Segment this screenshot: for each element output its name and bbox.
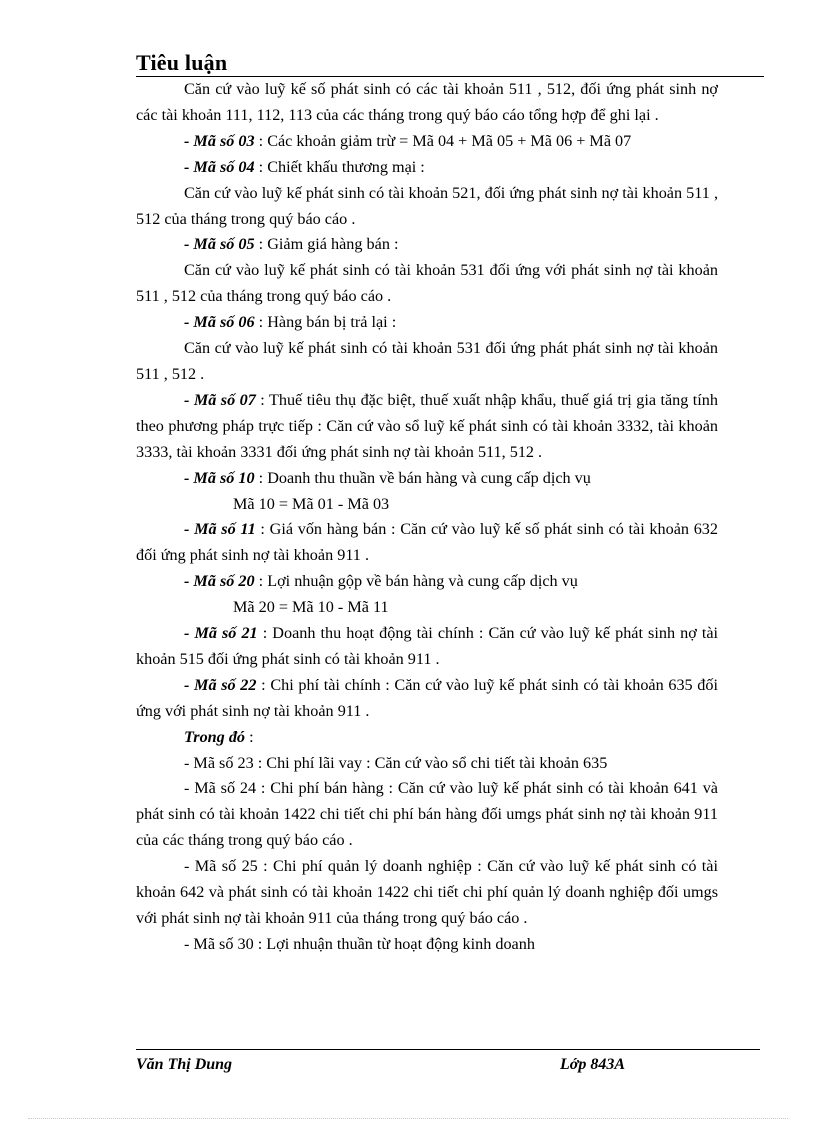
code-06-item bbox=[136, 310, 718, 336]
paragraph-text: - Mã số 30 : Lợi nhuận thuần từ hoạt động kinh doanh bbox=[184, 934, 535, 953]
paragraph-text: - Mã số 24 : Chi phí bán hàng : Căn cứ vào luỹ kế phát sinh có tài khoản 641 và phát sinh có tài khoản 1422 chi tiết chi phí bán hàng đối umgs phát sinh nợ tài khoản 911 của các tháng trong quý báo cáo . bbox=[136, 779, 718, 850]
code-label: - Mã số 06 bbox=[184, 313, 255, 332]
code-25-item bbox=[136, 854, 718, 932]
code-23-item bbox=[136, 751, 718, 777]
code-label: - Mã số 11 bbox=[184, 520, 256, 539]
code-label: - Mã số 05 bbox=[184, 235, 255, 254]
footer-class: Lớp 843A bbox=[560, 1056, 626, 1073]
paragraph-code-05-detail bbox=[136, 258, 718, 310]
formula-code-10: Mã 10 = Mã 01 - Mã 03 bbox=[233, 494, 390, 513]
code-description: : Hàng bán bị trả lại : bbox=[254, 313, 397, 332]
paragraph-text: Căn cứ vào luỹ kế phát sinh có tài khoản 531 đối ứng với phát sinh nợ tài khoản 511 , 512 của tháng trong quý báo cáo . bbox=[136, 261, 718, 306]
code-04-item bbox=[136, 155, 718, 181]
code-24-item bbox=[136, 776, 718, 854]
document-title: Tiêu luận bbox=[136, 50, 228, 75]
code-description: : Thuế tiêu thụ đặc biệt, thuế xuất nhập khẩu, thuế giá trị gia tăng tính theo phương pháp trực tiếp : Căn cứ vào sổ luỹ kế phát sinh có tài khoản 3332, tài khoản 3333, tài khoản 3331 đối ứng phát sinh nợ tài khoản 511, 512 . bbox=[136, 390, 718, 461]
section-label: Trong đó bbox=[184, 727, 246, 746]
page-footer bbox=[136, 1049, 760, 1073]
code-description: : Chiết khấu thương mại : bbox=[254, 157, 425, 176]
paragraph-text: Căn cứ vào luỹ kế phát sinh có tài khoản 521, đối ứng phát sinh nợ tài khoản 511 , 512 của tháng trong quý báo cáo . bbox=[136, 183, 718, 228]
paragraph-code-06-detail bbox=[136, 336, 718, 388]
code-description: : Giá vốn hàng bán : Căn cứ vào luỹ kế số phát sinh có tài khoản 632 đối ứng phát sinh nợ tài khoản 911 . bbox=[136, 520, 718, 565]
code-description: : Các khoản giảm trừ = Mã 04 + Mã 05 + Mã 06 + Mã 07 bbox=[254, 131, 632, 150]
trong-do-heading bbox=[136, 725, 718, 751]
paragraph-text: - Mã số 23 : Chi phí lãi vay : Căn cứ vào sổ chi tiết tài khoản 635 bbox=[184, 753, 608, 772]
code-10-item bbox=[136, 466, 718, 492]
document-body bbox=[136, 77, 718, 958]
code-label: - Mã số 22 bbox=[184, 675, 257, 694]
code-label: - Mã số 04 bbox=[184, 157, 255, 176]
code-description: : Chi phí tài chính : Căn cứ vào luỹ kế phát sinh có tài khoản 635 đối ứng với phát sinh nợ tài khoản 911 . bbox=[136, 675, 718, 720]
page-header bbox=[136, 50, 764, 77]
code-label: - Mã số 03 bbox=[184, 131, 255, 150]
code-label: - Mã số 07 bbox=[184, 390, 256, 409]
paragraph-intro bbox=[136, 77, 718, 129]
code-05-item bbox=[136, 232, 718, 258]
formula-code-20: Mã 20 = Mã 10 - Mã 11 bbox=[233, 598, 389, 617]
code-11-item bbox=[136, 517, 718, 569]
paragraph-text: Căn cứ vào luỹ kế phát sinh có tài khoản 531 đối ứng phát phát sinh nợ tài khoản 511 , 512 . bbox=[136, 339, 718, 383]
code-description: : Giảm giá hàng bán : bbox=[254, 235, 399, 254]
page-bottom-border bbox=[28, 1118, 788, 1119]
code-description: : Lợi nhuận gộp về bán hàng và cung cấp dịch vụ bbox=[254, 572, 578, 591]
footer-author: Văn Thị Dung bbox=[136, 1056, 233, 1073]
code-22-item bbox=[136, 673, 718, 725]
code-description: : Doanh thu hoạt động tài chính : Căn cứ vào luỹ kế phát sinh nợ tài khoản 515 đối ứng phát sinh có tài khoản 911 . bbox=[136, 624, 718, 668]
code-label: - Mã số 21 bbox=[184, 624, 258, 643]
code-20-item bbox=[136, 569, 718, 595]
code-label: - Mã số 20 bbox=[184, 572, 255, 591]
paragraph-text: - Mã số 25 : Chi phí quản lý doanh nghiệp : Căn cứ vào luỹ kế phát sinh có tài khoản 642 và phát sinh có tài khoản 1422 chi tiết chi phí quản lý doanh nghiệp đối umgs với phát sinh nợ tài khoản 911 của tháng trong quý báo cáo . bbox=[136, 857, 718, 927]
code-30-item bbox=[136, 932, 718, 958]
code-21-item bbox=[136, 621, 718, 673]
code-03-item bbox=[136, 129, 718, 155]
section-colon: : bbox=[245, 727, 254, 746]
paragraph-text: Căn cứ vào luỹ kế số phát sinh có các tài khoản 511 , 512, đối ứng phát sinh nợ các tài khoản 111, 112, 113 của các tháng trong quý báo cáo tổng hợp để ghi lại . bbox=[136, 80, 718, 124]
code-label: - Mã số 10 bbox=[184, 468, 255, 487]
code-description: : Doanh thu thuần về bán hàng và cung cấp dịch vụ bbox=[254, 468, 591, 487]
code-07-item bbox=[136, 388, 718, 466]
paragraph-code-04-detail bbox=[136, 181, 718, 233]
